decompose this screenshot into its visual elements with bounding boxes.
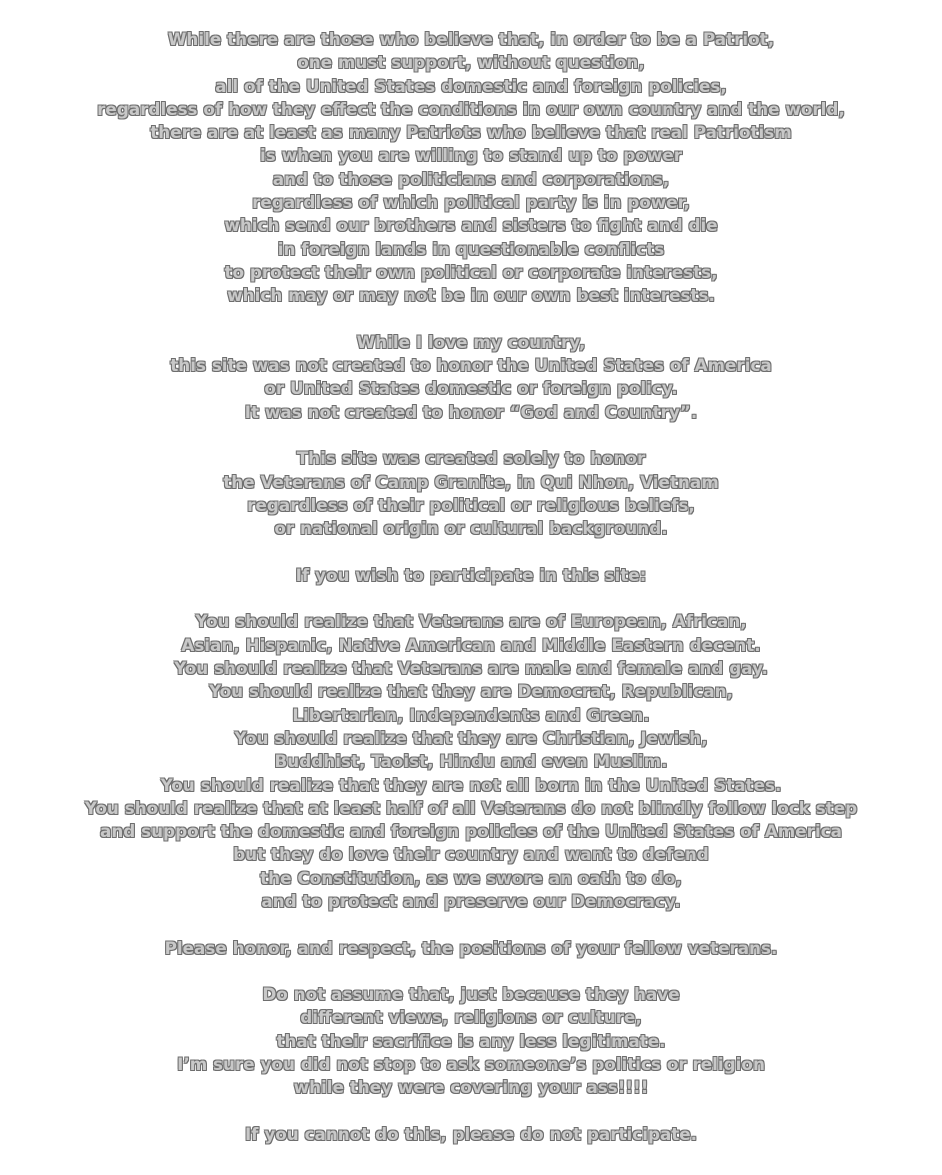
stanza: [0, 610, 942, 913]
text-line: You should realize that they are not all born in the United States.: [160, 774, 782, 795]
text-line: regardless of how they effect the conditions in our own country and the world,: [97, 98, 845, 119]
text-line: Do not assume that, just because they have: [262, 984, 680, 1005]
text-line: You should realize that Veterans are male and female and gay.: [174, 658, 768, 679]
text-line: You should realize that Veterans are of European, African,: [195, 611, 747, 632]
text-line: This site was created solely to honor: [296, 448, 646, 469]
text-line: the Veterans of Camp Granite, in Qui Nhon, Vietnam: [223, 471, 719, 492]
text-line: and to protect and preserve our Democracy.: [261, 890, 681, 911]
text-line: Asian, Hispanic, Native American and Middle Eastern decent.: [181, 634, 761, 655]
text-line: but they do love their country and want to defend: [233, 844, 709, 865]
stanza: [0, 447, 942, 540]
text-line: and to those politicians and corporations,: [272, 168, 670, 189]
text-line: one must support, without question,: [297, 52, 645, 73]
text-line: that their sacrifice is any less legitimate.: [276, 1030, 666, 1051]
text-line: and support the domestic and foreign policies of the United States of America: [100, 821, 842, 842]
text-line: all of the United States domestic and foreign policies,: [215, 75, 727, 96]
text-line: Buddhist, Taoist, Hindu and even Muslim.: [274, 751, 668, 772]
stanza: [0, 1123, 942, 1146]
text-line: which send our brothers and sisters to fight and die: [224, 215, 718, 236]
text-line: or United States domestic or foreign policy.: [264, 378, 678, 399]
stanza: [0, 28, 942, 308]
text-line: Libertarian, Independents and Green.: [292, 704, 650, 725]
text-line: to protect their own political or corporate interests,: [224, 261, 718, 282]
stanza: [0, 937, 942, 960]
text-line: or national origin or cultural background.: [274, 518, 668, 539]
text-line: which may or may not be in our own best interests.: [227, 285, 715, 306]
text-line: regardless of which political party is in power,: [252, 192, 690, 213]
text-line: You should realize that at least half of all Veterans do not blindly follow lock step: [84, 797, 858, 818]
text-line: is when you are willing to stand up to power: [259, 145, 683, 166]
stanza: [0, 564, 942, 587]
text-line: It was not created to honor “God and Country”.: [244, 401, 698, 422]
text-line: the Constitution, as we swore an oath to do,: [260, 867, 682, 888]
text-line: while they were covering your ass!!!!: [293, 1077, 649, 1098]
text-line: While there are those who believe that, in order to be a Patriot,: [167, 29, 775, 49]
text-line: You should realize that they are Christian, Jewish,: [234, 727, 708, 748]
text-line: I’m sure you did not stop to ask someone’s politics or religion: [177, 1054, 765, 1075]
stanza: [0, 331, 942, 424]
text-line: regardless of their political or religious beliefs,: [247, 494, 695, 515]
text-line: If you cannot do this, please do not participate.: [244, 1123, 698, 1144]
text-line: While I love my country,: [356, 331, 586, 352]
text-line: Please honor, and respect, the positions of your fellow veterans.: [164, 937, 778, 958]
text-line: You should realize that they are Democrat, Republican,: [208, 681, 734, 702]
text-line: If you wish to participate in this site:: [295, 564, 647, 585]
text-line: there are at least as many Patriots who believe that real Patriotism: [150, 122, 792, 143]
text-line: in foreign lands in questionable conflicts: [277, 238, 665, 259]
stanza: [0, 983, 942, 1099]
statement-text: [0, 28, 942, 1146]
text-line: this site was not created to honor the United States of America: [170, 355, 772, 376]
text-line: different views, religions or culture,: [300, 1007, 642, 1028]
